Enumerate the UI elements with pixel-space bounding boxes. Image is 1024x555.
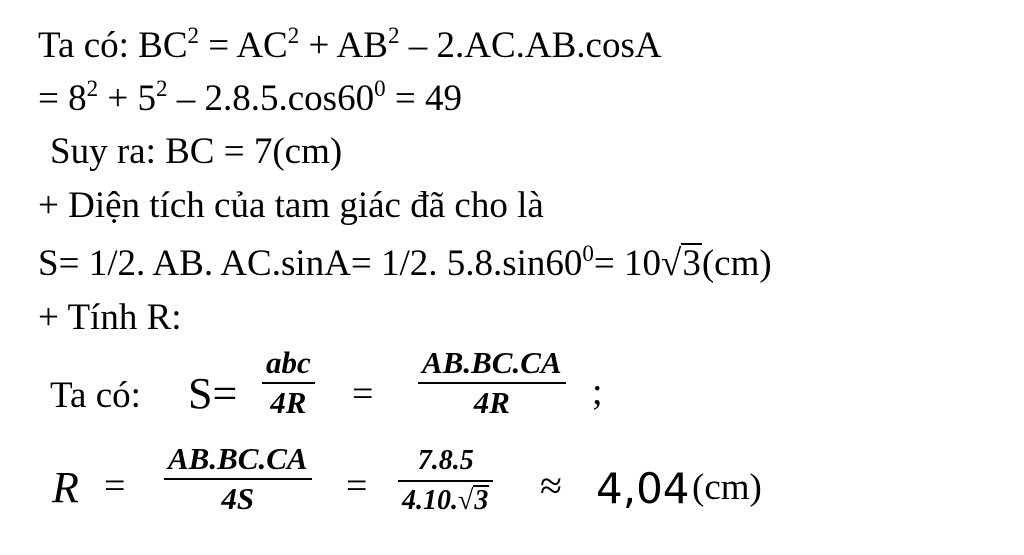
radicand: 3	[682, 243, 701, 284]
radius-value: 4,04	[596, 464, 690, 513]
numerator: 7.8.5	[417, 445, 474, 476]
equals-sign: =	[346, 465, 368, 507]
superscript: 2	[387, 23, 400, 48]
equals-sign: =	[104, 465, 126, 507]
denominator: 4R	[270, 385, 307, 420]
denominator: 4S	[221, 481, 255, 516]
text-segment: (cm)	[701, 243, 772, 284]
text-segment: + 5	[98, 78, 156, 119]
sqrt-sign: √	[661, 243, 682, 284]
radius-symbol: R	[52, 463, 79, 512]
approx-sign: ≈	[540, 463, 562, 508]
fraction-sides-over-4r	[418, 344, 566, 422]
numerator: abc	[266, 345, 311, 380]
text-segment: = AC	[199, 25, 288, 66]
sqrt-sign: √	[458, 485, 474, 516]
numerator: AB.BC.CA	[168, 441, 308, 476]
radius-heading-line: + Tính R:	[38, 297, 182, 338]
substitution-line	[38, 77, 462, 125]
text-segment: – 2.AC.AB.cosA	[399, 25, 662, 66]
text-segment: Ta có: BC	[38, 25, 188, 66]
superscript: 2	[156, 76, 168, 101]
area-heading-line: + Diện tích của tam giác đã cho là	[38, 185, 544, 226]
superscript: 0	[582, 241, 594, 266]
superscript: 2	[187, 23, 199, 48]
numerator: AB.BC.CA	[422, 345, 562, 380]
text-segment: = 49	[385, 78, 462, 119]
text-segment: + AB	[299, 25, 388, 66]
fraction-numeric	[398, 442, 493, 520]
superscript: 2	[287, 23, 300, 48]
denominator: 4R	[473, 385, 510, 420]
superscript: 2	[86, 76, 99, 101]
radicand: 3	[474, 485, 489, 516]
unit-label: (cm)	[692, 467, 762, 508]
text-segment: S= 1/2. AB. AC.sinA= 1/2. 5.8.sin60	[38, 243, 583, 284]
formula1-prefix: Ta có:	[50, 375, 141, 416]
text-segment: = 10	[593, 243, 662, 284]
fraction-sides-over-4s	[164, 440, 312, 518]
law-of-cosines-line	[38, 24, 662, 72]
text-segment: = 8	[38, 78, 87, 119]
formula1-s-equals: S=	[188, 369, 238, 418]
superscript: 0	[374, 76, 386, 101]
semicolon: ;	[592, 371, 603, 413]
area-formula-line	[38, 242, 772, 290]
text-segment: – 2.8.5.cos60	[167, 78, 375, 119]
denominator	[398, 482, 493, 520]
denominator-text: 4.10.	[402, 485, 458, 516]
bc-result-line: Suy ra: BC = 7(cm)	[50, 131, 343, 172]
fraction-abc-over-4r	[262, 344, 315, 422]
equals-sign: =	[352, 373, 374, 415]
